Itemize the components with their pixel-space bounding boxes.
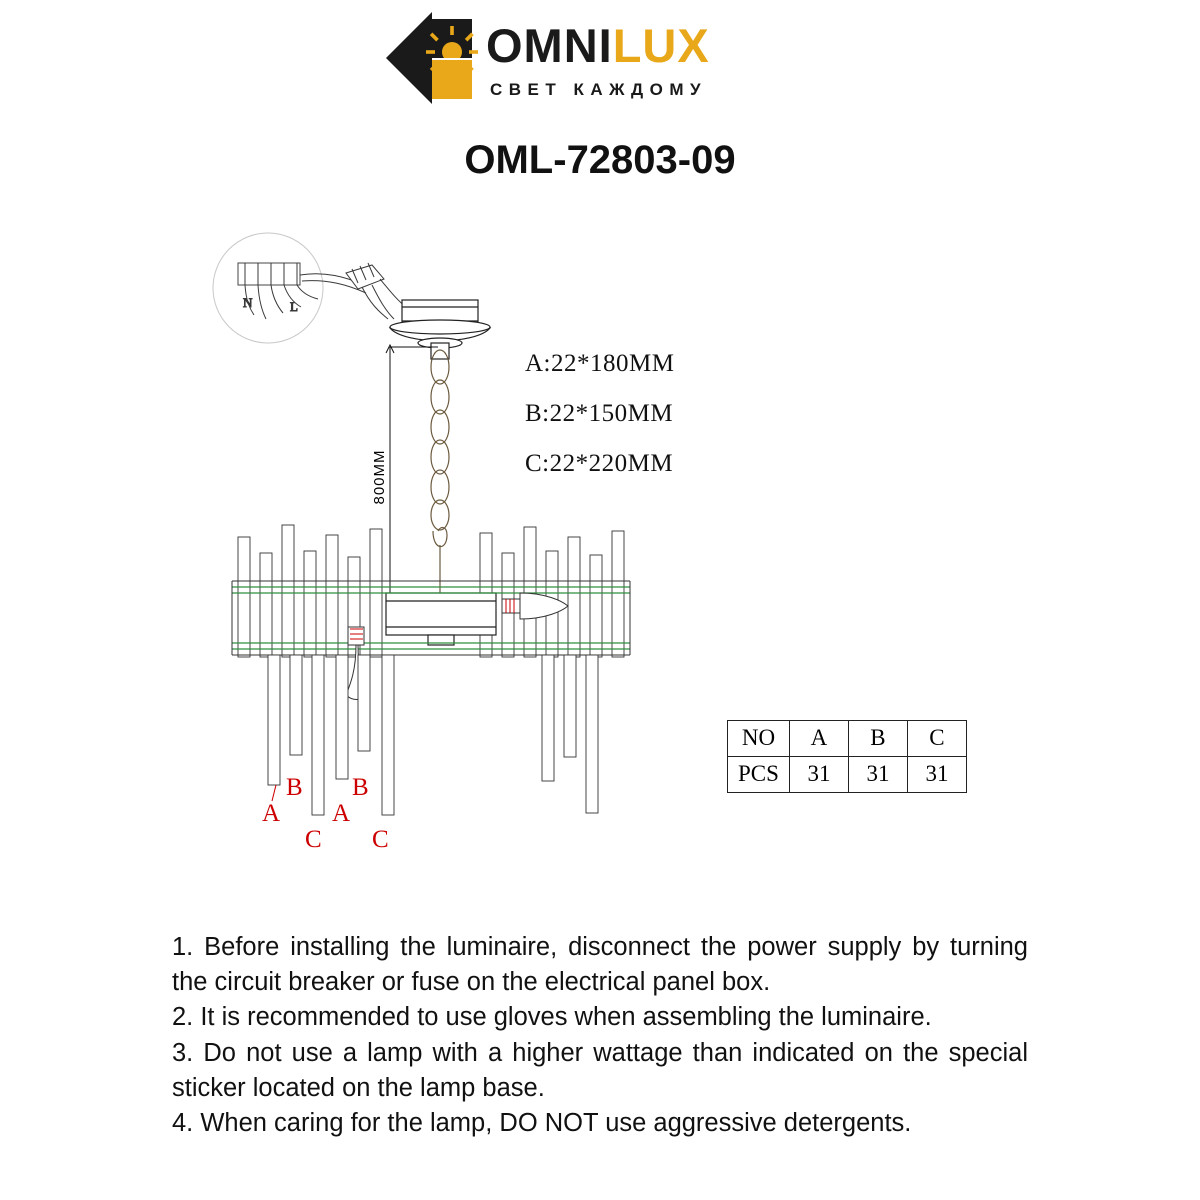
brand-wordmark bbox=[486, 18, 710, 73]
dimension-c: C:22*220MM bbox=[525, 450, 674, 477]
page-title: OML-72803-09 bbox=[464, 138, 736, 182]
callout-b-2: B bbox=[352, 774, 369, 801]
fixture-housing bbox=[386, 593, 496, 645]
dimension-b: B:22*150MM bbox=[525, 400, 674, 427]
callout-a-2: A bbox=[332, 800, 351, 827]
cell-header-no: NO bbox=[728, 721, 790, 757]
brand-logo bbox=[386, 10, 806, 110]
cell-pcs-c: 31 bbox=[907, 756, 966, 792]
height-dimension bbox=[386, 345, 438, 607]
table-row-pcs bbox=[728, 756, 967, 792]
cell-header-a: A bbox=[789, 721, 848, 757]
callout-c-1: C bbox=[305, 826, 322, 853]
note-2: 2. It is recommended to use gloves when assembling the luminaire. bbox=[172, 1003, 932, 1032]
cell-pcs-a: 31 bbox=[789, 756, 848, 792]
callout-b-1: B bbox=[286, 774, 303, 801]
omnilux-logo-icon bbox=[386, 12, 478, 104]
cell-pcs-label: PCS bbox=[728, 756, 790, 792]
installation-notes bbox=[172, 930, 1028, 1141]
crystal-rods-lower bbox=[268, 655, 598, 815]
brand-name-lux: LUX bbox=[612, 19, 710, 72]
wiring-label-n: N bbox=[243, 295, 253, 310]
wiring-label-l: L bbox=[290, 299, 298, 314]
cell-pcs-b: 31 bbox=[848, 756, 907, 792]
dimension-a: A:22*180MM bbox=[525, 350, 675, 377]
wiring-detail-icon bbox=[213, 233, 366, 343]
drawing-svg bbox=[150, 215, 850, 895]
cell-header-b: B bbox=[848, 721, 907, 757]
note-1: 1. Before installing the luminaire, disconnect the power supply by turning the circuit breaker or fuse on the electrical panel box. bbox=[172, 933, 1028, 997]
note-4: 4. When caring for the lamp, DO NOT use aggressive detergents. bbox=[172, 1108, 912, 1137]
height-dimension-label: 800MM bbox=[371, 449, 388, 505]
brand-tagline: СВЕТ КАЖДОМУ bbox=[490, 80, 708, 99]
note-3: 3. Do not use a lamp with a higher wattage than indicated on the special sticker located on the lamp base. bbox=[172, 1038, 1028, 1102]
callout-a-1: A bbox=[262, 800, 281, 827]
wire-connector-icon bbox=[346, 263, 406, 319]
parts-count-table bbox=[727, 720, 967, 793]
brand-name-omni: OMNI bbox=[486, 19, 613, 72]
product-technical-drawing bbox=[150, 215, 850, 895]
callout-c-2: C bbox=[372, 826, 389, 853]
cell-header-c: C bbox=[907, 721, 966, 757]
table-row-header bbox=[728, 721, 967, 757]
suspension-chain bbox=[431, 350, 449, 595]
